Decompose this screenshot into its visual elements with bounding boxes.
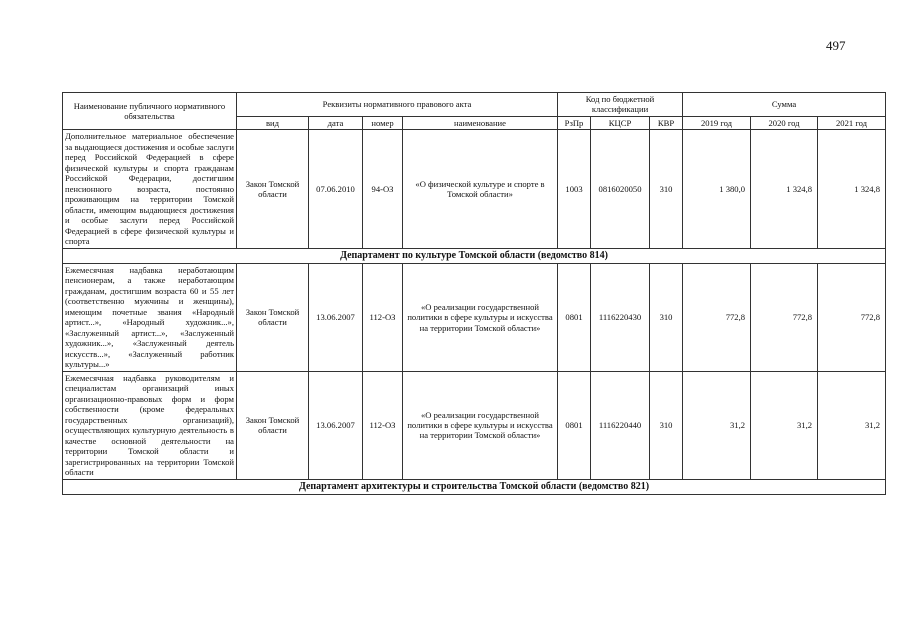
page-number: 497 xyxy=(826,38,846,53)
act-type-cell: Закон Томской области xyxy=(237,371,309,479)
act-number-cell: 112-ОЗ xyxy=(363,263,403,371)
act-name-cell: «О реализации государственной политики в сфере культуры и искусства на территории Томской области» xyxy=(403,371,558,479)
act-date-cell: 13.06.2007 xyxy=(309,371,363,479)
act-date-cell: 13.06.2007 xyxy=(309,263,363,371)
obligation-cell: Ежемесячная надбавка руководителям и специалистам организаций иных организационно-правовых форм и форм собственности (кроме федеральных государственных организаций), осуществляющих культурную деятельность в качестве основной деятельности на территории Томской области и зарегистрированных на территории Томской области xyxy=(63,371,237,479)
table-row xyxy=(63,263,886,371)
rzpr-cell: 0801 xyxy=(558,263,591,371)
amount-2020-cell: 772,8 xyxy=(751,263,818,371)
header-rzpr: РзПр xyxy=(558,116,591,129)
header-act-date: дата xyxy=(309,116,363,129)
header-act-name: наименование xyxy=(403,116,558,129)
obligation-cell: Дополнительное материальное обеспечение за выдающиеся достижения и особые заслуги перед Российской Федерацией в сфере физической культуры и спорта гражданам Российской Федерации, достигшим пенсионного возраста, постоянно проживающим на территории Томской области, имеющим выдающиеся достижения и особые заслуги перед Российской Федерацией в сфере физической культуры и спорта xyxy=(63,130,237,248)
kvr-cell: 310 xyxy=(650,130,683,248)
department-row xyxy=(63,248,886,263)
header-year-2021: 2021 год xyxy=(818,116,886,129)
header-kvr: КВР xyxy=(650,116,683,129)
act-type-cell: Закон Томской области xyxy=(237,130,309,248)
amount-2021-cell: 31,2 xyxy=(818,371,886,479)
kvr-cell: 310 xyxy=(650,371,683,479)
obligation-cell: Ежемесячная надбавка неработающим пенсионерам, а также неработающим гражданам, достигшим возраста 60 и 55 лет (соответственно мужчины и женщины), имеющим почетные звания «Народный артист...», «Народный художник...», «Заслуженный артист...», «Заслуженный художник...», «Заслуженный деятель искусств...», «Заслуженный работник культуры...» xyxy=(63,263,237,371)
amount-2021-cell: 1 324,8 xyxy=(818,130,886,248)
act-type-cell: Закон Томской области xyxy=(237,263,309,371)
act-number-cell: 94-ОЗ xyxy=(363,130,403,248)
header-act-type: вид xyxy=(237,116,309,129)
amount-2019-cell: 772,8 xyxy=(683,263,751,371)
act-date-cell: 07.06.2010 xyxy=(309,130,363,248)
act-name-cell: «О физической культуре и спорте в Томской области» xyxy=(403,130,558,248)
amount-2020-cell: 1 324,8 xyxy=(751,130,818,248)
amount-2020-cell: 31,2 xyxy=(751,371,818,479)
amount-2019-cell: 1 380,0 xyxy=(683,130,751,248)
department-row xyxy=(63,479,886,494)
kcsr-cell: 1116220440 xyxy=(591,371,650,479)
header-act-number: номер xyxy=(363,116,403,129)
header-row-1 xyxy=(63,93,886,117)
department-culture-heading: Департамент по культуре Томской области (ведомство 814) xyxy=(63,248,886,263)
kvr-cell: 310 xyxy=(650,263,683,371)
amount-2019-cell: 31,2 xyxy=(683,371,751,479)
header-amount: Сумма xyxy=(683,93,886,117)
header-obligation-name: Наименование публичного нормативного обязательства xyxy=(63,93,237,130)
act-name-cell: «О реализации государственной политики в сфере культуры и искусства на территории Томской области» xyxy=(403,263,558,371)
amount-2021-cell: 772,8 xyxy=(818,263,886,371)
header-year-2020: 2020 год xyxy=(751,116,818,129)
rzpr-cell: 1003 xyxy=(558,130,591,248)
act-number-cell: 112-ОЗ xyxy=(363,371,403,479)
header-kcsr: КЦСР xyxy=(591,116,650,129)
department-architecture-heading: Департамент архитектуры и строительства Томской области (ведомство 821) xyxy=(63,479,886,494)
table-row xyxy=(63,130,886,248)
kcsr-cell: 1116220430 xyxy=(591,263,650,371)
budget-table xyxy=(62,92,886,495)
table-row xyxy=(63,371,886,479)
header-year-2019: 2019 год xyxy=(683,116,751,129)
header-act-requisites: Реквизиты нормативного правового акта xyxy=(237,93,558,117)
kcsr-cell: 0816020050 xyxy=(591,130,650,248)
header-budget-code: Код по бюджетной классификации xyxy=(558,93,683,117)
rzpr-cell: 0801 xyxy=(558,371,591,479)
